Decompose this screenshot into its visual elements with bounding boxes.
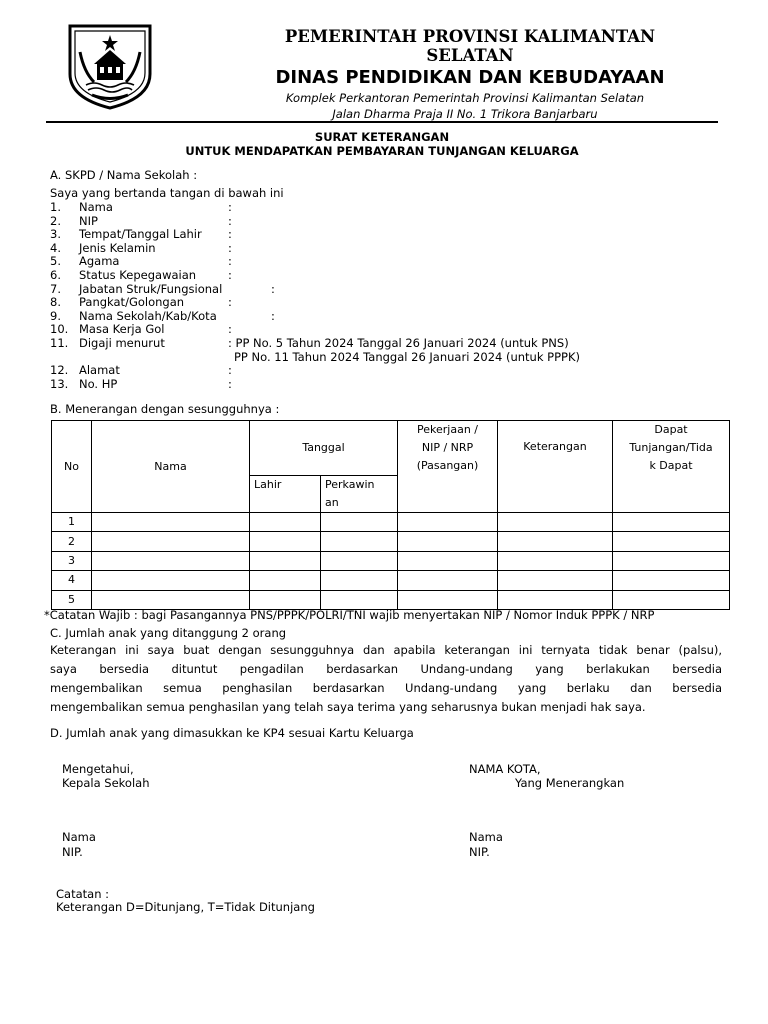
header-dapat-line-2: Tunjangan/Tida [629, 441, 713, 454]
table-cell [92, 513, 250, 532]
table-cell [321, 571, 398, 590]
row-number: 3 [52, 551, 92, 570]
header-no: No [52, 421, 92, 513]
table-cell [92, 551, 250, 570]
field-value: : [228, 268, 232, 282]
field-number: 10. [50, 322, 69, 337]
table-row [52, 551, 730, 570]
section-a-intro: Saya yang bertanda tangan di bawah ini [50, 186, 284, 200]
table-cell [613, 551, 730, 570]
field-value: PP No. 11 Tahun 2024 Tanggal 26 Januari 2024 (untuk PPPK) [234, 349, 580, 364]
province-emblem-logo [64, 22, 156, 110]
table-row [52, 532, 730, 551]
field-label: Nama [79, 200, 113, 214]
header-line-2: SELATAN [426, 46, 514, 65]
field-number: 1. [50, 200, 61, 214]
header-dapat-line-1: Dapat [654, 423, 688, 436]
field-number: 5. [50, 254, 61, 269]
document-title: SURAT KETERANGAN [314, 130, 450, 144]
sign-right-name: Nama [469, 830, 503, 844]
section-a-label: A. SKPD / Nama Sekolah : [50, 168, 198, 182]
footer-keterangan: Keterangan D=Ditunjang, T=Tidak Ditunjang [56, 900, 315, 914]
table-cell [92, 532, 250, 551]
field-label: Tempat/Tanggal Lahir [79, 227, 202, 242]
field-value: : [228, 295, 232, 310]
header-lahir: Lahir [250, 476, 321, 513]
field-number: 3. [50, 227, 61, 242]
header-dapat [613, 421, 730, 513]
field-number: 9. [50, 308, 61, 323]
table-cell [250, 513, 321, 532]
table-row [52, 571, 730, 590]
sign-left-name: Nama [62, 830, 96, 844]
field-number: 13. [50, 376, 69, 391]
sign-left-title: Kepala Sekolah [62, 776, 150, 790]
row-number: 1 [52, 513, 92, 532]
table-cell [398, 590, 498, 609]
field-label: Nama Sekolah/Kab/Kota [79, 308, 217, 323]
statement-line-4: mengembalikan semua penghasilan yang telah saya terima yang seharusnya bukan menjadi hak saya. [50, 700, 646, 714]
table-cell [321, 551, 398, 570]
field-value: : [271, 308, 275, 323]
header-pekerjaan-line-3: (Pasangan) [416, 459, 479, 472]
field-label: No. HP [79, 376, 118, 391]
field-value: : [228, 227, 232, 242]
field-value: : [228, 363, 232, 378]
field-number: 12. [50, 363, 69, 378]
statement-line-1: Keterangan ini saya buat dengan sesungguhnya dan apabila keterangan ini ternyata tidak benar (palsu), [50, 643, 722, 657]
table-cell [321, 513, 398, 532]
document-subtitle: UNTUK MENDAPATKAN PEMBAYARAN TUNJANGAN KELUARGA [185, 144, 579, 158]
header-keterangan: Keterangan [498, 421, 613, 513]
row-number: 5 [52, 590, 92, 609]
table-cell [250, 571, 321, 590]
table-cell [398, 571, 498, 590]
table-row [52, 590, 730, 609]
header-perkawinan-line-1: Perkawin [325, 478, 375, 491]
mandatory-note: *Catatan Wajib : bagi Pasangannya PNS/PPPK/POLRI/TNI wajib menyertakan NIP / Nomor Induk PPPK / NRP [44, 608, 655, 622]
field-value: : [228, 200, 232, 214]
field-label: Status Kepegawaian [79, 268, 197, 282]
field-number: 8. [50, 295, 61, 310]
header-address-1: Komplek Perkantoran Pemerintah Provinsi Kalimantan Selatan [285, 91, 645, 105]
table-cell [498, 532, 613, 551]
row-number: 2 [52, 532, 92, 551]
table-row [52, 513, 730, 532]
section-c-label: C. Jumlah anak yang ditanggung 2 orang [50, 626, 287, 640]
field-value: : [228, 213, 232, 228]
field-label: Jenis Kelamin [79, 240, 156, 255]
header-pekerjaan-line-1: Pekerjaan / [417, 423, 478, 436]
field-number: 7. [50, 281, 61, 296]
table-cell [398, 532, 498, 551]
table-header-row [52, 421, 730, 476]
header-nama: Nama [92, 421, 250, 513]
table-cell [92, 590, 250, 609]
section-b-label: B. Menerangan dengan sesungguhnya : [50, 402, 280, 416]
header-dapat-line-3: k Dapat [649, 459, 693, 472]
field-label: Agama [79, 254, 120, 269]
table-cell [250, 590, 321, 609]
statement-paragraph [50, 641, 722, 717]
family-table [51, 420, 730, 610]
field-label: NIP [79, 213, 98, 228]
table-cell [321, 590, 398, 609]
table-cell [398, 551, 498, 570]
header-pekerjaan-line-2: NIP / NRP [421, 441, 474, 454]
field-label: Jabatan Struk/Fungsional [79, 281, 223, 296]
header-address-2: Jalan Dharma Praja II No. 1 Trikora Banjarbaru [332, 107, 598, 121]
sign-right-nip: NIP. [469, 845, 490, 859]
table-cell [321, 532, 398, 551]
table-cell [613, 513, 730, 532]
field-label: Digaji menurut [79, 336, 165, 350]
header-tanggal: Tanggal [250, 421, 398, 476]
field-value: : [228, 254, 232, 269]
field-value: : PP No. 5 Tahun 2024 Tanggal 26 Januari 2024 (untuk PNS) [228, 336, 569, 350]
statement-line-2: saya bersedia dituntut pengadilan berdasarkan Undang-undang yang berlakukan bersedia [50, 662, 722, 676]
table-cell [613, 571, 730, 590]
section-d-label: D. Jumlah anak yang dimasukkan ke KP4 sesuai Kartu Keluarga [50, 726, 414, 740]
field-number: 11. [50, 336, 69, 350]
table-cell [498, 590, 613, 609]
row-number: 4 [52, 571, 92, 590]
field-value: : [228, 376, 232, 391]
field-value: : [228, 240, 232, 255]
header-agency-name: DINAS PENDIDIKAN DAN KEBUDAYAAN [275, 67, 665, 88]
table-cell [498, 513, 613, 532]
table-cell [92, 571, 250, 590]
header-perkawinan-line-2: an [325, 496, 339, 509]
table-cell [613, 532, 730, 551]
table-cell [398, 513, 498, 532]
sign-left-heading: Mengetahui, [62, 762, 134, 776]
table-cell [613, 590, 730, 609]
table-cell [250, 551, 321, 570]
field-number: 4. [50, 240, 61, 255]
table-cell [498, 551, 613, 570]
sign-right-place: NAMA KOTA, [469, 762, 541, 776]
field-number: 2. [50, 213, 61, 228]
table-cell [250, 532, 321, 551]
footer-catatan: Catatan : [56, 887, 110, 901]
field-value: : [271, 281, 275, 296]
field-value: : [228, 322, 232, 337]
sign-left-nip: NIP. [62, 845, 83, 859]
field-label: Pangkat/Golongan [79, 295, 185, 310]
field-number: 6. [50, 268, 61, 282]
header-divider [46, 121, 718, 123]
statement-line-3: mengembalikan semua penghasilan berdasarkan Undang-undang yang berlaku dan bersedia [50, 681, 722, 695]
table-cell [498, 571, 613, 590]
sign-right-title: Yang Menerangkan [515, 776, 625, 790]
field-label: Masa Kerja Gol [79, 322, 165, 337]
header-line-1: PEMERINTAH PROVINSI KALIMANTAN [284, 27, 656, 46]
field-label: Alamat [79, 363, 120, 378]
header-pekerjaan [398, 421, 498, 513]
header-perkawinan [321, 476, 398, 513]
